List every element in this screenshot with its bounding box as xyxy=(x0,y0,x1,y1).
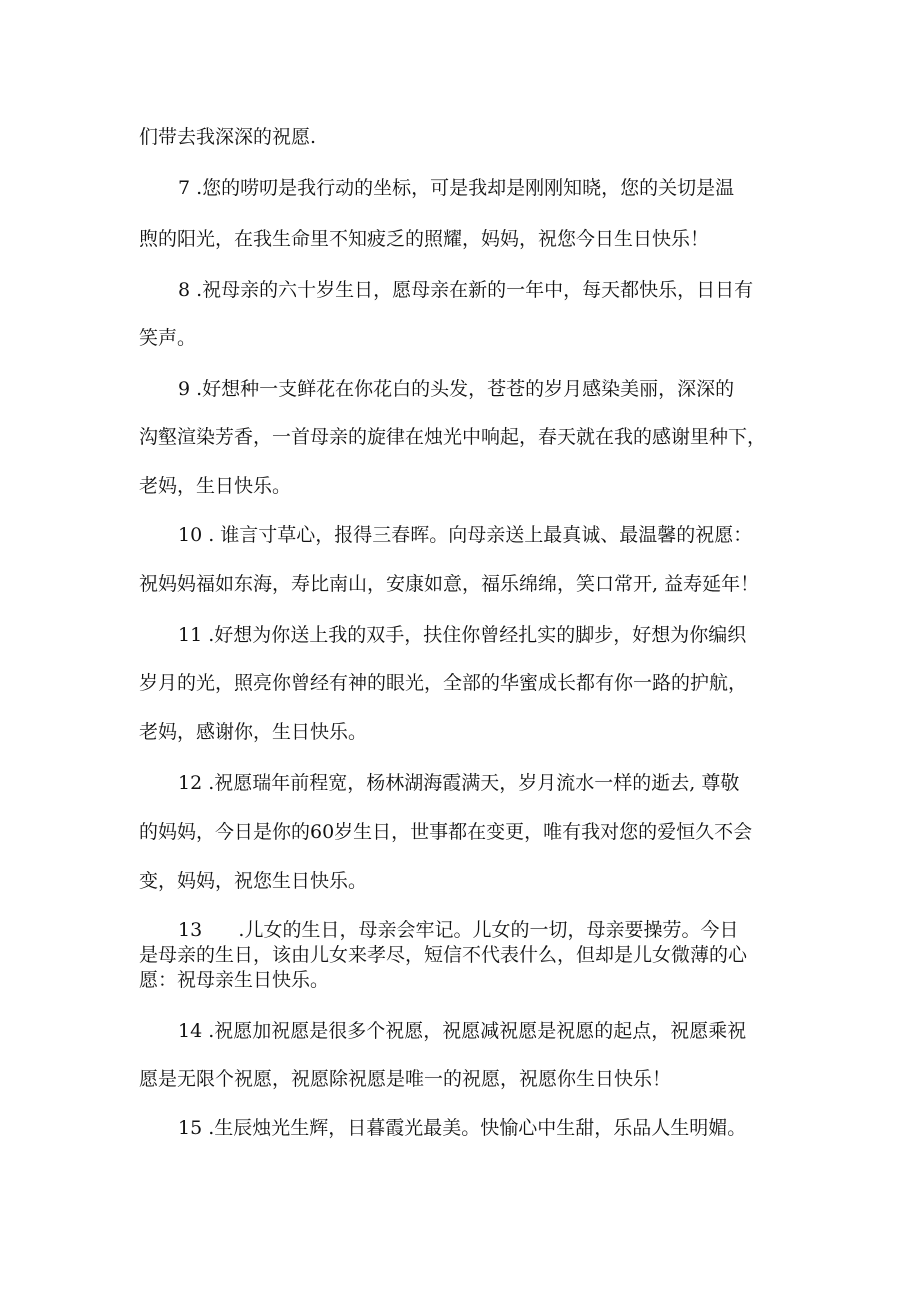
text-line: 15 .生辰烛光生辉，日暮霞光最美。快愉心中生甜，乐品人生明媚。 xyxy=(178,1117,747,1139)
text-line: 的妈妈，今日是你的60岁生日，世事都在变更，唯有我对您的爱恒久不会 xyxy=(139,821,753,843)
text-line: 们带去我深深的祝愿. xyxy=(139,126,317,148)
text-line: 9 .好想种一支鲜花在你花白的头发，苍苍的岁月感染美丽，深深的 xyxy=(178,378,735,400)
text-line: 12 .祝愿瑞年前程宽，杨林湖海霞满天，岁月流水一样的逝去, 尊敬 xyxy=(178,772,740,794)
text-line: 祝妈妈福如东海，寿比南山，安康如意，福乐绵绵，笑口常开, 益寿延年！ xyxy=(139,573,760,595)
text-line: 沟壑渲染芳香，一首母亲的旋律在烛光中响起，春天就在我的感谢里种下， xyxy=(139,426,767,448)
text-line: 煦的阳光，在我生命里不知疲乏的照耀，妈妈，祝您今日生日快乐！ xyxy=(139,228,710,250)
text-line: 14 .祝愿加祝愿是很多个祝愿，祝愿减祝愿是祝愿的起点，祝愿乘祝 xyxy=(178,1020,747,1042)
text-line: 10 . 谁言寸草心，报得三春晖。向母亲送上最真诚、最温馨的祝愿： xyxy=(178,524,753,546)
text-line: 7 .您的唠叨是我行动的坐标，可是我却是刚刚知晓，您的关切是温 xyxy=(178,177,735,199)
text-line: 8 .祝母亲的六十岁生日，愿母亲在新的一年中，每天都快乐，日日有 xyxy=(178,279,754,301)
text-line: 变，妈妈，祝您生日快乐。 xyxy=(139,870,368,892)
text-line: 岁月的光，照亮你曾经有神的眼光，全部的华蜜成长都有你一路的护航， xyxy=(139,672,748,694)
text-line: 11 .好想为你送上我的双手，扶住你曾经扎实的脚步，好想为你编织 xyxy=(178,624,747,646)
text-line: 愿：祝母亲生日快乐。 xyxy=(139,969,330,991)
text-line: 是母亲的生日，该由儿女来孝尽，短信不代表什么，但却是儿女微薄的心 xyxy=(139,944,748,966)
text-line: 老妈，生日快乐。 xyxy=(139,475,292,497)
text-line: 愿是无限个祝愿，祝愿除祝愿是唯一的祝愿，祝愿你生日快乐！ xyxy=(139,1068,672,1090)
text-line: 13 .儿女的生日，母亲会牢记。儿女的一切，母亲要操劳。今日 xyxy=(178,919,739,941)
text-line: 老妈，感谢你，生日快乐。 xyxy=(139,721,368,743)
text-line: 笑声。 xyxy=(139,327,197,349)
